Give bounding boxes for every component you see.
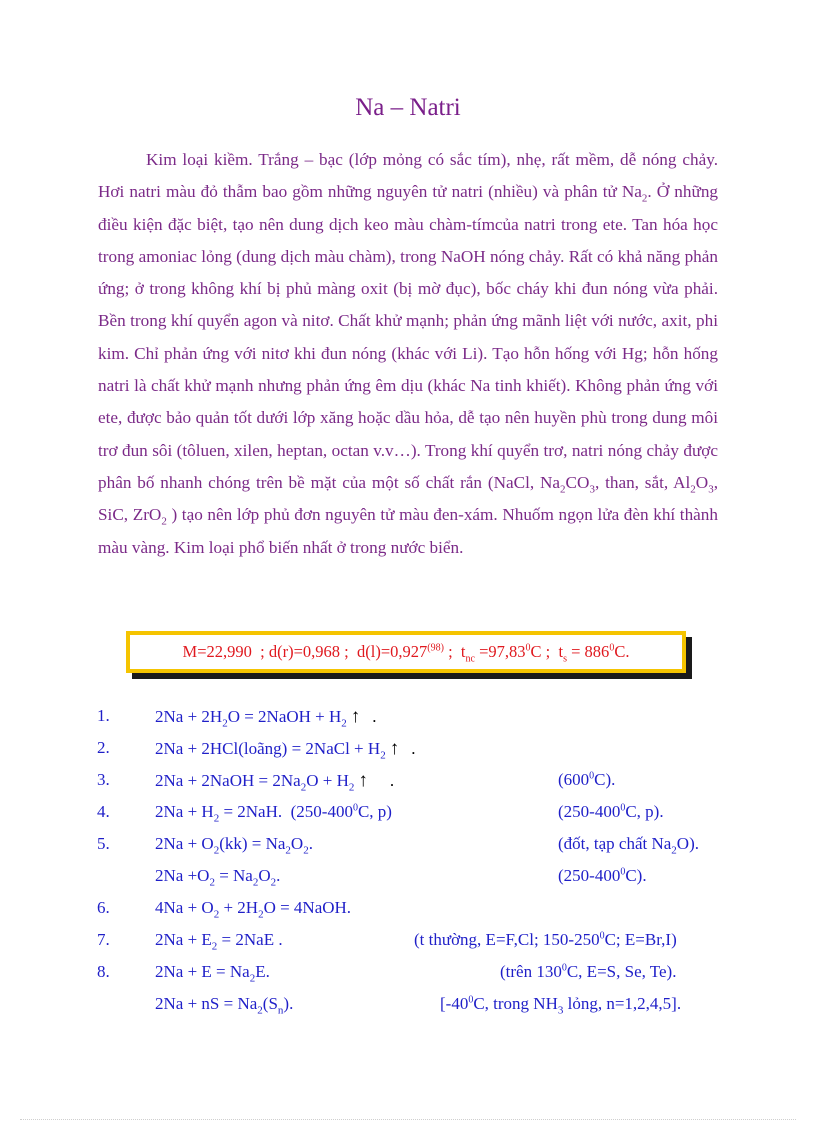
reaction-equation: $2Na + E_2 = 2NaE$ .	[155, 930, 283, 953]
gas-arrow-icon: ↑	[358, 770, 368, 791]
reaction-1	[0, 706, 816, 738]
tnc-label: t	[460, 642, 466, 661]
reaction-condition: $(250-400^0C)$.	[558, 866, 647, 885]
ts-unit: C.	[614, 642, 630, 661]
ts-label: t	[558, 642, 564, 661]
reaction-3	[0, 770, 816, 802]
reaction-number: 5.	[97, 834, 110, 853]
para-text: Kim loại kiềm. Trắng – bạc (lớp mỏng có sắc tím), nhẹ, rất mềm, dễ nóng chảy. Hơi natri màu đỏ thẫm bao gồm những nguyên tử natri (nhiều) và phân tử Na	[98, 150, 718, 202]
tnc-value: =97,83	[479, 642, 526, 661]
para-sub: 3	[589, 483, 595, 496]
reaction-equation: $2Na +O_2 = Na_2O_2$.	[155, 866, 281, 889]
para-text: . Ở những điều kiện đặc biệt, tạo nên dung dịch keo màu chàm-tímcủa natri trong ete. Tan hóa học trong amoniac lỏng (dung dịch màu chàm), trong NaOH nóng chảy. Rất có khả năng phản ứng; ở trong không khí bị phủ màng oxit (bị mờ đục), bốc cháy khi đun nóng vừa phải. Bền trong khí quyển agon và nitơ. Chất khử mạnh; phản ứng mãnh liệt với nước, axit, phi kim. Chỉ phản ứng với nitơ khi đun nóng (khác với Li). Tạo hỗn hống với Hg; hỗn hống natri là chất khử mạnh nhưng phản ứng êm dịu (khác Na tinh khiết). Không phản ứng với ete, được bảo quản tốt dưới lớp xăng hoặc dầu hỏa, dễ tạo nên huyền phù trong dung môi trơ đun sôi (tôluen, xilen, heptan, octan v.v…). Trong khí quyển trơ, natri nóng chảy được phân bố nhanh chóng trên bề mặt của một số chất rắn (NaCl, Na	[98, 182, 719, 492]
reaction-4	[0, 802, 816, 834]
reaction-condition: $(600^0C)$.	[558, 770, 616, 789]
para-sub: 2	[560, 483, 566, 496]
reaction-equation: 2Na + 2HCl(loãng) = 2NaCl + $H_2$ ↑ .	[155, 738, 416, 762]
reaction-condition: ($250-400^0C$, p).	[558, 802, 664, 821]
para-text: ) tạo nên lớp phủ đơn nguyên tử màu đen-xám. Nhuốm ngọn lửa đèn khí thành màu vàng. Kim loại phổ biến nhất ở trong nước biển.	[98, 505, 718, 557]
density-solid: d(r)=0,968	[268, 642, 341, 661]
reaction-number: 1.	[97, 706, 110, 725]
tnc-unit: C	[530, 642, 542, 661]
reaction-equation: $4Na + O_2 + 2H_2O$ = 4NaOH.	[155, 898, 352, 921]
reaction-5b	[0, 866, 816, 898]
reaction-equation: 2Na + 2NaOH = $2Na_2O + H_2$ ↑ .	[155, 770, 395, 794]
para-text: CO	[565, 472, 590, 492]
molar-mass: M=22,990	[182, 642, 252, 661]
reaction-2	[0, 738, 816, 770]
para-sub: 2	[641, 192, 648, 205]
para-text: , than, sắt, Al	[594, 472, 691, 492]
ts-degree: 0	[609, 642, 615, 654]
reaction-7	[0, 930, 816, 962]
ts-value: = 886	[571, 642, 610, 661]
reaction-equation: $2Na + E = Na_2E$.	[155, 962, 270, 985]
page-bottom-divider	[20, 1119, 796, 1120]
reaction-equation: $2Na + H_2 = 2NaH$. ($250-400^0C$, p)	[155, 802, 392, 825]
para-sub: 3	[708, 483, 714, 496]
gas-arrow-icon: ↑	[350, 706, 361, 727]
para-sub: 2	[690, 483, 696, 496]
para-sub: 2	[161, 515, 167, 528]
reaction-condition: [$-40^0C$, trong $NH_3$ lỏng, n=1,2,4,5].	[440, 994, 682, 1017]
reaction-condition: (t thường, E=F,Cl; $150-250^0C$; E=Br,I)	[414, 930, 677, 949]
reaction-equation: $2Na + O_2(kk) = Na_2O_2$.	[155, 834, 313, 857]
boiling-point	[558, 642, 630, 665]
reaction-number: 7.	[97, 930, 110, 949]
reaction-number: 6.	[97, 898, 110, 917]
para-text: , SiC, ZrO	[98, 472, 718, 525]
reaction-number: 4.	[97, 802, 110, 821]
tnc-sub: nc	[465, 653, 475, 665]
density-liquid-value: d(l)=0,927	[357, 642, 428, 661]
reaction-6	[0, 898, 816, 930]
description-paragraph	[98, 144, 718, 564]
density-liquid	[357, 642, 444, 662]
reaction-number: 3.	[97, 770, 110, 789]
reaction-condition: (đốt, tạp chất $Na_2O$).	[558, 834, 699, 857]
page-title: Na – Natri	[355, 94, 461, 121]
gas-arrow-icon: ↑	[389, 738, 400, 759]
para-text: O	[695, 472, 709, 492]
reaction-number: 8.	[97, 962, 110, 981]
reaction-8	[0, 962, 816, 994]
melting-point	[460, 642, 542, 665]
reaction-8b	[0, 994, 816, 1026]
reaction-condition: (trên $130^0C$, E=S, Se, Te).	[500, 962, 677, 981]
reaction-equation: $2Na + 2H_2O$ = 2NaOH + $H_2$ ↑ .	[155, 706, 377, 730]
properties-box: M=22,990 ; d(r)=0,968 ; $d(l)=0,927^{(98)}$ ; $t_{nc} =97,83^0C$ ; $t_s = 886^0C$.	[126, 631, 686, 673]
tnc-degree: 0	[525, 642, 531, 654]
reaction-equation: 2Na + nS = $Na_2(S_n)$.	[155, 994, 294, 1017]
reaction-5	[0, 834, 816, 866]
density-liquid-temp: (98)	[427, 642, 444, 654]
reaction-number: 2.	[97, 738, 110, 757]
ts-sub: s	[563, 653, 567, 665]
